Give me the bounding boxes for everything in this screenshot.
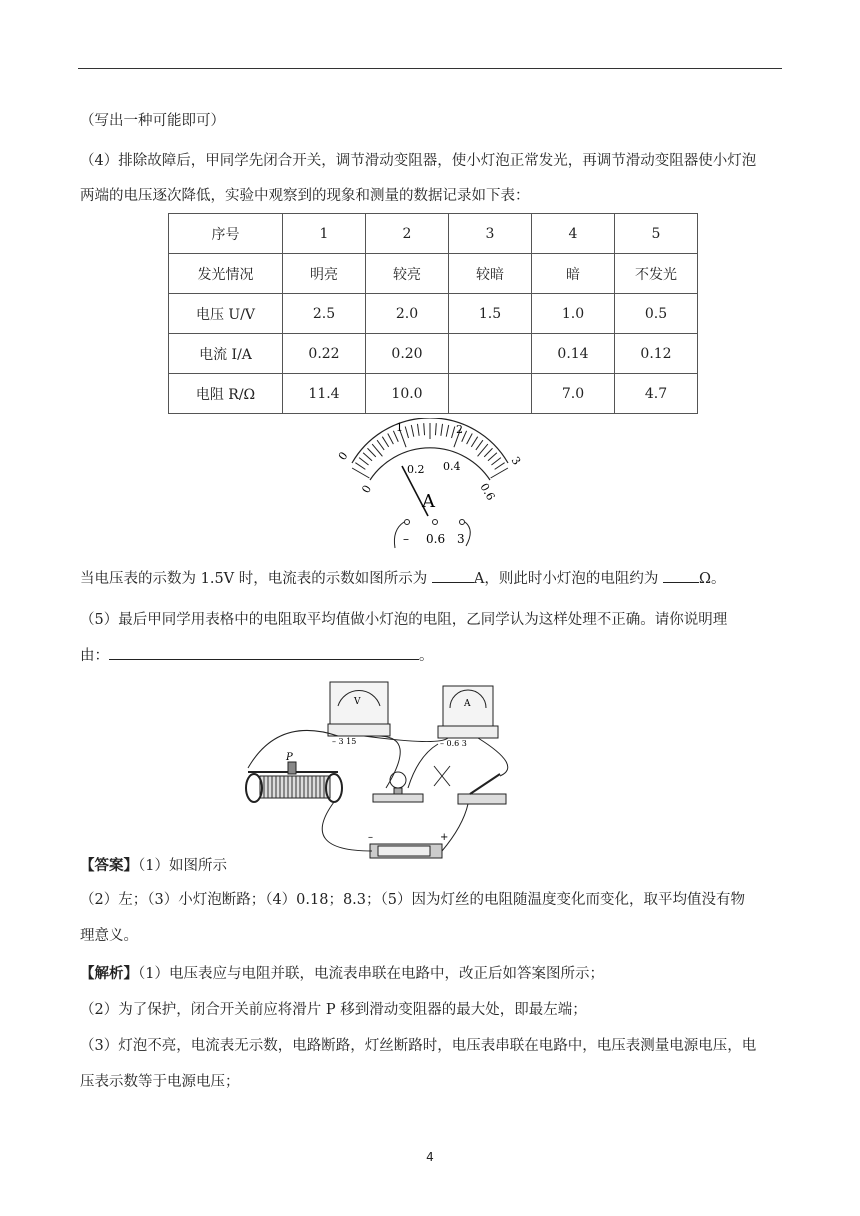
text-line: （5）最后甲同学用表格中的电阻取平均值做小灯泡的电阻，乙同学认为这样处理不正确。请你说明理 (80, 612, 728, 628)
table-cell: 2.0 (366, 294, 449, 334)
dial-inner-arc (370, 448, 490, 480)
inner-tick-label: 0.2 (407, 463, 425, 476)
dial-tick (451, 426, 454, 438)
svg-text:+: + (440, 832, 449, 843)
answer-blank[interactable] (663, 567, 699, 583)
table-cell: 4 (532, 214, 615, 254)
table-cell: 10.0 (366, 374, 449, 414)
ammeter-dial-figure (330, 418, 530, 553)
rheostat (246, 752, 342, 802)
dial-tick (491, 458, 500, 465)
text-line: 两端的电压逐次降低，实验中观察到的现象和测量的数据记录如下表： (80, 188, 530, 204)
answer-line: 【答案】（1）如图所示 (80, 857, 227, 874)
dial-tick (491, 468, 508, 478)
table-row (169, 214, 698, 254)
table-cell (449, 374, 532, 414)
dial-tick (377, 440, 384, 450)
table-cell: 0.22 (283, 334, 366, 374)
svg-text:–: – (368, 832, 373, 843)
terminal-label: – (403, 532, 409, 546)
table-cell: 较暗 (449, 254, 532, 294)
table-cell: 1.5 (449, 294, 532, 334)
table-cell: 序号 (169, 214, 283, 254)
table-row (169, 374, 698, 414)
text-line: （写出一种可能即可） (80, 113, 225, 129)
dial-scale (352, 423, 508, 478)
question-line: 当电压表的示数为 1.5V 时，电流表的示数如图所示为 A，则此时小灯泡的电阻约为 Ω。 (80, 567, 725, 589)
dial-tick (495, 463, 505, 470)
dial-tick (467, 434, 473, 445)
outer-tick-label: 1 (396, 421, 403, 434)
text-line: （2）为了保护，闭合开关前应将滑片 P 移到滑动变阻器的最大处，即最左端； (80, 1002, 587, 1018)
table-cell: 0.5 (615, 294, 698, 334)
table-cell (449, 334, 532, 374)
table-cell: 3 (449, 214, 532, 254)
outer-tick-label: 3 (508, 454, 524, 468)
table-cell: 2.5 (283, 294, 366, 334)
table-cell: 2 (366, 214, 449, 254)
text-line: （3）灯泡不亮，电流表无示数，电路断路，灯丝断路时，电压表串联在电路中，电压表测量电源电压，电 (80, 1038, 757, 1054)
text-line: 理意义。 (80, 928, 138, 944)
page-number: 4 (426, 1150, 434, 1164)
dial-tick (388, 434, 394, 445)
outer-tick-label: 0 (335, 449, 351, 463)
terminal-label: 0.6 (426, 532, 446, 546)
answer-blank[interactable] (432, 567, 474, 583)
dial-tick (405, 426, 408, 438)
table-cell: 较亮 (366, 254, 449, 294)
svg-text:– 0.6 3: – 0.6 3 (440, 739, 467, 748)
table-cell: 不发光 (615, 254, 698, 294)
table-cell: 0.14 (532, 334, 615, 374)
terminal-label: 3 (457, 532, 465, 546)
table-cell: 4.7 (615, 374, 698, 414)
dial-tick (476, 440, 483, 450)
table-cell: 1 (283, 214, 366, 254)
answer-blank[interactable] (109, 644, 419, 660)
svg-text:– 3 15: – 3 15 (332, 737, 357, 746)
svg-text:P: P (286, 752, 293, 763)
dial-tick (435, 423, 436, 435)
data-table (168, 213, 698, 414)
table-row (169, 334, 698, 374)
table-row (169, 294, 698, 334)
table-cell: 电压 U/V (169, 294, 283, 334)
dial-tick (367, 448, 375, 457)
inner-tick-label: 0 (359, 482, 375, 496)
inner-tick-label: 0.4 (443, 460, 461, 473)
table-cell: 明亮 (283, 254, 366, 294)
reason-line: 由： 。 (80, 644, 434, 666)
unit-label: A (422, 491, 435, 512)
dial-tick (363, 453, 372, 461)
text-line: 压表示数等于电源电压； (80, 1074, 240, 1090)
lamp (373, 772, 423, 802)
table-cell: 电流 I/A (169, 334, 283, 374)
dial-tick (471, 437, 477, 447)
dial-tick (488, 453, 497, 461)
dial-tick (359, 458, 368, 465)
svg-text:A: A (464, 699, 471, 709)
table-cell: 暗 (532, 254, 615, 294)
dial-tick (441, 424, 443, 436)
table-cell: 电阻 R/Ω (169, 374, 283, 414)
terminal (405, 520, 410, 525)
switch (458, 774, 506, 804)
table-cell: 11.4 (283, 374, 366, 414)
dial-tick (411, 425, 413, 437)
table-row (169, 254, 698, 294)
table-cell: 7.0 (532, 374, 615, 414)
dial-tick (352, 468, 369, 478)
dial-tick (382, 437, 388, 447)
table-cell: 5 (615, 214, 698, 254)
dial-tick (355, 463, 365, 470)
outer-tick-label: 2 (456, 423, 463, 436)
svg-text:V: V (354, 697, 361, 707)
battery (368, 832, 448, 858)
table-cell: 1.0 (532, 294, 615, 334)
table-cell: 0.12 (615, 334, 698, 374)
explanation-line: 【解析】（1）电压表应与电阻并联，电流表串联在电路中，改正后如答案图所示； (80, 965, 604, 982)
dial-tick (417, 424, 419, 436)
table-cell: 发光情况 (169, 254, 283, 294)
dial-tick (484, 448, 492, 457)
text-line: （2）左；（3）小灯泡断路；（4）0.18；8.3；（5）因为灯丝的电阻随温度变化而变化，取平均值没有物 (80, 892, 745, 908)
terminal (433, 520, 438, 525)
dial-tick (424, 423, 425, 435)
inner-tick-label: 0.6 (477, 481, 498, 503)
circuit-diagram (238, 676, 518, 866)
table-cell: 0.20 (366, 334, 449, 374)
terminal (460, 520, 465, 525)
wire (465, 522, 470, 546)
text-line: （4）排除故障后，甲同学先闭合开关，调节滑动变阻器，使小灯泡正常发光，再调节滑动变阻器使小灯泡 (80, 153, 757, 169)
dial-tick (446, 425, 448, 437)
header-rule (78, 68, 782, 69)
